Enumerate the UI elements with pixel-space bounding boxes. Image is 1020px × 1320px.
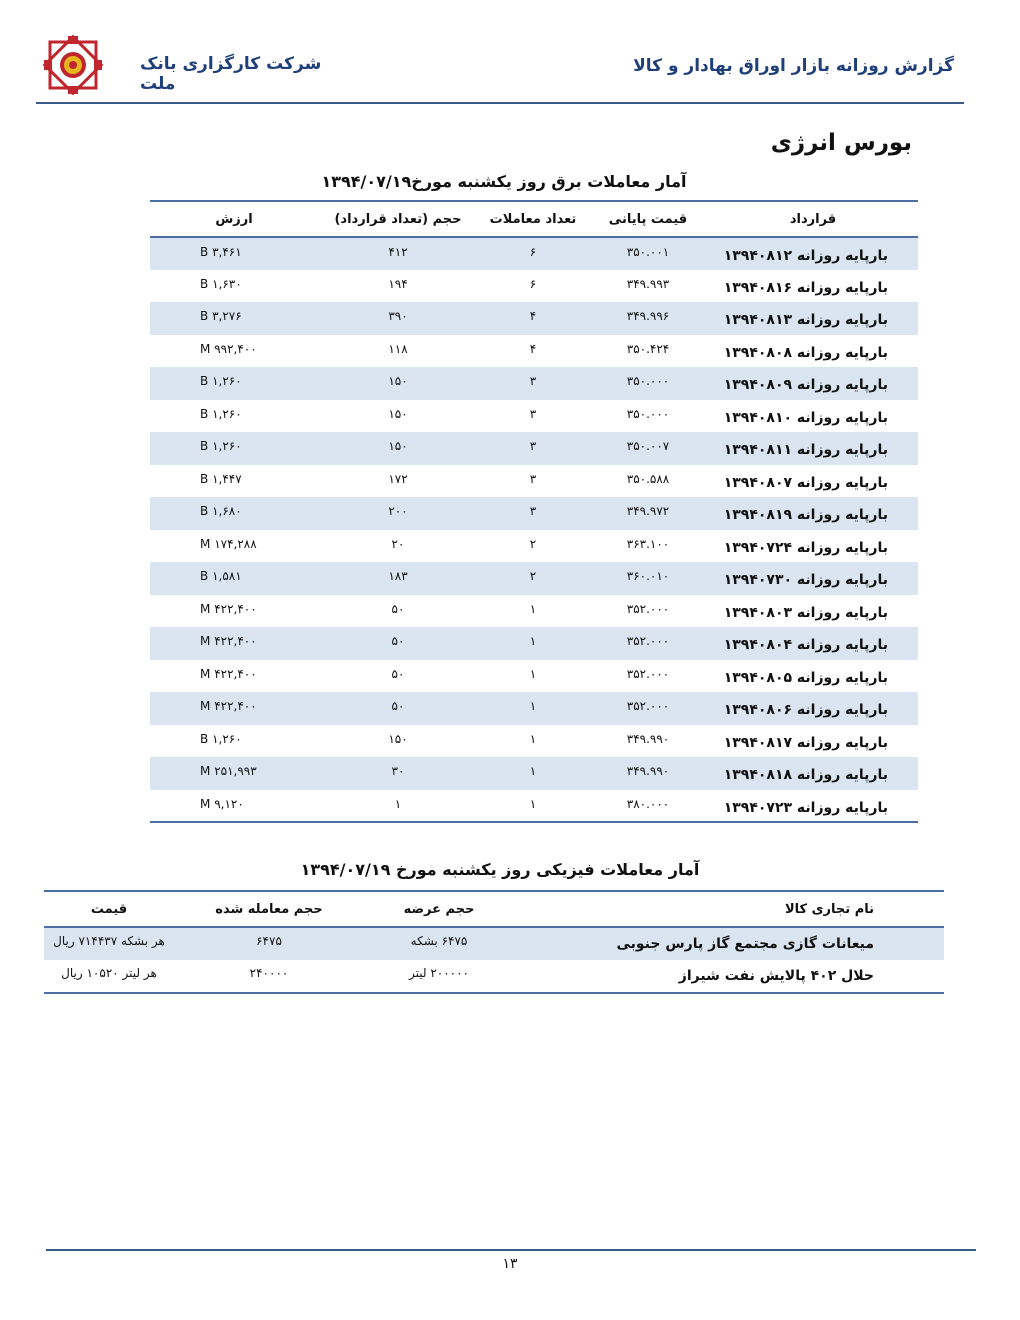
column-header: حجم عرضه [364,891,514,927]
table-cell: ۳۴۹.۹۹۳ [626,276,670,291]
table-cell: ۱ [529,666,537,681]
table-cell: ۳۹۰ [318,302,478,335]
table-cell: بارپایه روزانه ۱۳۹۴۰۸۱۷ [723,734,888,751]
table-cell: ۳۵۲.۰۰۰ [588,627,708,660]
table-cell: ۱۵۰ [388,731,408,746]
table-cell: بارپایه روزانه ۱۳۹۴۰۸۰۴ [708,627,918,660]
table-cell: ۱,۵۸۱ B [150,562,318,595]
table-cell: ۵۰ [391,601,405,616]
table-cell: ۳۵۰.۰۰۰ [626,406,670,421]
column-header: قیمت پایانی [588,201,708,237]
table-cell: بارپایه روزانه ۱۳۹۴۰۷۲۴ [723,539,888,556]
section-title: بورس انرژی [770,130,912,156]
table-cell: ۳۰ [318,757,478,790]
column-header: ارزش [150,201,318,237]
table-cell: ۳۴۹.۹۹۰ [588,757,708,790]
table-cell: ۲ [478,562,588,595]
footer-rule [46,1249,976,1251]
table-cell: ۱ [529,731,537,746]
table-cell: ۱ [478,627,588,660]
table-row [150,302,918,335]
table-cell: ۳ [478,367,588,400]
table-cell: ۳۴۹.۹۷۲ [588,497,708,530]
table-row [150,367,918,400]
table-cell: بارپایه روزانه ۱۳۹۴۰۸۱۶ [723,279,888,296]
table-cell: ۱۵۰ [388,406,408,421]
table-cell: ۲۰۰۰۰۰ لیتر [364,960,514,993]
table-cell: ۳۴۹.۹۹۶ [588,302,708,335]
table-cell: ۲۴۰۰۰۰ [174,960,364,993]
table-cell: ۳۵۲.۰۰۰ [626,601,670,616]
table-cell: ۱۷۲ [388,471,408,486]
table-cell: ۱ [529,601,537,616]
table-cell: ۹,۱۲۰ M [150,790,318,823]
table-row [150,725,918,758]
table-cell: ۱ [318,790,478,823]
table-cell: ۱,۴۴۷ B [200,471,242,486]
header-rule [36,102,964,104]
column-header: حجم معامله شده [174,891,364,927]
table-header-row [44,891,944,927]
table-cell: ۱,۲۶۰ B [150,432,318,465]
table-cell: بارپایه روزانه ۱۳۹۴۰۷۳۰ [708,562,918,595]
column-header: قیمت [44,891,174,927]
table-row [150,790,918,823]
table-cell: ۴۲۲,۴۰۰ M [150,692,318,725]
table-row [150,660,918,693]
table-cell: بارپایه روزانه ۱۳۹۴۰۸۰۹ [708,367,918,400]
table-cell: ۱۸۳ [318,562,478,595]
table-cell: بارپایه روزانه ۱۳۹۴۰۸۰۸ [723,344,888,361]
table-cell: ۳,۲۷۶ B [150,302,318,335]
table-row [150,595,918,628]
table-cell: ۲۵۱,۹۹۳ M [150,757,318,790]
table-cell: ۱ [478,692,588,725]
table-cell: ۳۵۲.۰۰۰ [626,666,670,681]
column-header: حجم (تعداد قرارداد) [318,201,478,237]
table-row [150,692,918,725]
table-cell: ۶۴۷۵ بشکه [364,927,514,960]
table-cell: ۱۵۰ [318,367,478,400]
company-name: شرکت کارگزاری بانک ملت [140,54,322,94]
table-cell: ۱۱۸ [388,341,408,356]
table-cell: ۱,۲۶۰ B [150,367,318,400]
table-cell: بارپایه روزانه ۱۳۹۴۰۸۰۳ [723,604,888,621]
table-row [150,497,918,530]
table-cell: ۳۴۹.۹۹۰ [626,731,670,746]
table-cell: بارپایه روزانه ۱۳۹۴۰۸۰۶ [708,692,918,725]
report-title: گزارش روزانه بازار اوراق بهادار و کالا [633,56,954,76]
table-row [150,465,918,498]
table-cell: ۳۵۰.۰۰۱ [588,237,708,270]
table-cell: ۳۵۲.۰۰۰ [588,692,708,725]
table-cell: ۲۰۰ [318,497,478,530]
table-row [150,627,918,660]
column-header: تعداد معاملات [478,201,588,237]
physical-caption: آمار معاملات فیزیکی روز یکشنبه مورخ ۱۳۹۴/۰۷/۱۹ [300,860,700,879]
table-cell: ۹۹۲,۴۰۰ M [200,341,257,356]
table-cell: هر لیتر ۱۰۵۲۰ ریال [44,960,174,993]
table-cell: بارپایه روزانه ۱۳۹۴۰۷۲۳ [708,790,918,823]
table-cell: ۳ [478,432,588,465]
table-cell: ۱,۲۶۰ B [200,731,242,746]
table-cell: ۳ [529,471,537,486]
table-cell: بارپایه روزانه ۱۳۹۴۰۸۱۸ [708,757,918,790]
column-header: نام تجاری کالا [514,891,944,927]
table-header-row [150,201,918,237]
table-row [150,757,918,790]
table-row [150,335,918,368]
table-cell: ۳۸۰.۰۰۰ [588,790,708,823]
table-cell: بارپایه روزانه ۱۳۹۴۰۸۰۷ [723,474,888,491]
table-cell: ۳۵۰.۰۰۷ [588,432,708,465]
table-cell: بارپایه روزانه ۱۳۹۴۰۸۱۲ [708,237,918,270]
table-cell: ۴ [529,341,537,356]
column-header: قرارداد [708,201,918,237]
physical-table [44,890,944,994]
table-cell: ۳۵۰.۴۲۴ [626,341,670,356]
table-cell: ۱ [478,790,588,823]
table-cell: هر بشکه ۷۱۴۴۳۷ ریال [44,927,174,960]
table-cell: میعانات گازی مجتمع گاز پارس جنوبی [514,927,944,960]
electricity-table-body [150,237,918,822]
table-cell: بارپایه روزانه ۱۳۹۴۰۸۰۵ [723,669,888,686]
table-cell: ۵۰ [391,666,405,681]
table-row [150,530,918,563]
table-cell: ۶ [478,237,588,270]
table-cell: ۳۵۰.۰۰۰ [588,367,708,400]
table-cell: ۳ [529,406,537,421]
table-row [44,927,944,960]
table-cell: ۴۲۲,۴۰۰ M [200,666,257,681]
table-cell: ۲۰ [391,536,405,551]
table-row [150,562,918,595]
table-cell: ۶ [529,276,537,291]
table-cell: بارپایه روزانه ۱۳۹۴۰۸۱۳ [708,302,918,335]
table-cell: ۴۱۲ [318,237,478,270]
table-cell: ۱۷۴,۲۸۸ M [200,536,257,551]
physical-table-body [44,927,944,993]
table-cell: ۳۵۰.۵۸۸ [626,471,670,486]
table-cell: ۳,۴۶۱ B [150,237,318,270]
table-cell: بارپایه روزانه ۱۳۹۴۰۸۱۹ [708,497,918,530]
table-cell: بارپایه روزانه ۱۳۹۴۰۸۱۱ [708,432,918,465]
table-cell: ۱,۶۸۰ B [150,497,318,530]
table-cell: حلال ۴۰۲ پالایش نفت شیراز [514,960,944,993]
table-cell: ۳ [478,497,588,530]
table-cell: ۴۲۲,۴۰۰ M [150,627,318,660]
table-cell: ۶۴۷۵ [174,927,364,960]
table-cell: ۵۰ [318,627,478,660]
table-cell: ۲ [529,536,537,551]
table-cell: ۳۶۰.۰۱۰ [588,562,708,595]
electricity-caption: آمار معاملات برق روز یکشنبه مورخ۱۳۹۴/۰۷/۱۹ [321,172,687,191]
table-cell: ۴ [478,302,588,335]
table-row [150,270,918,303]
table-cell: ۵۰ [318,692,478,725]
table-row [150,400,918,433]
table-row [150,432,918,465]
table-cell: ۱,۶۳۰ B [200,276,242,291]
table-cell: ۱ [478,757,588,790]
table-cell: ۱,۲۶۰ B [200,406,242,421]
table-cell: ۱۵۰ [318,432,478,465]
electricity-table [150,200,918,823]
table-cell: بارپایه روزانه ۱۳۹۴۰۸۱۰ [723,409,888,426]
page-number: ۱۳ [502,1256,518,1272]
table-row [44,960,944,993]
company-logo [38,30,108,100]
table-cell: ۳۶۳.۱۰۰ [626,536,670,551]
table-cell: ۱۹۴ [388,276,408,291]
table-row [150,237,918,270]
table-cell: ۴۲۲,۴۰۰ M [200,601,257,616]
